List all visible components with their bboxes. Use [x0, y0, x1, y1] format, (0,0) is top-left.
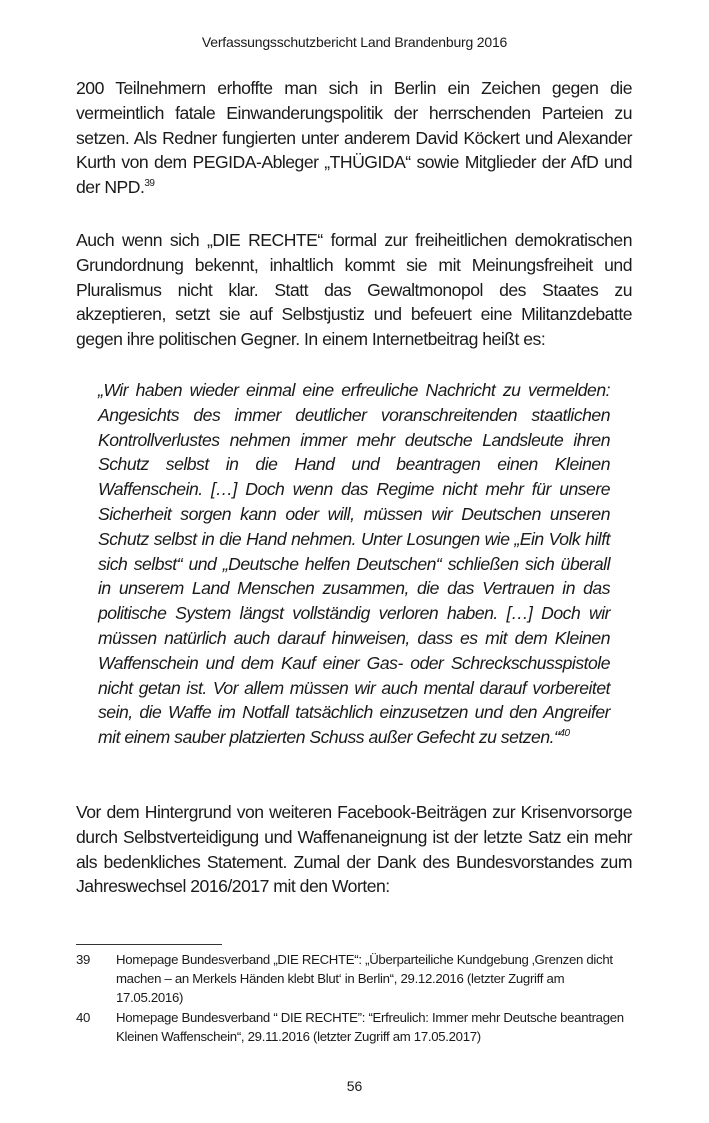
footnote-ref-40[interactable]: 40	[559, 728, 570, 740]
paragraph-1-text: 200 Teilnehmern erhoffte man sich in Berlin ein Zeichen gegen die vermeintlich fatale Einwanderungspolitik der herrschenden Parteien zu setzen. Als Redner fungierten unter anderem David Köckert und Alexander Kurth von dem PEGIDA-Ableger „THÜGIDA“ sowie Mitglieder der AfD und der NPD.	[76, 78, 632, 198]
footnote-number: 40	[76, 1010, 91, 1025]
footnote-divider	[76, 944, 222, 945]
block-quote	[98, 378, 610, 750]
paragraph-2: Auch wenn sich „DIE RECHTE“ formal zur freiheitlichen demokratischen Grundordnung bekennt, inhaltlich kommt sie mit Meinungsfreiheit und Pluralismus nicht klar. Statt das Gewaltmonopol des Staates zu akzeptieren, setzt sie auf Selbstjustiz und befeuert eine Militanzdebatte gegen ihre politischen Gegner. In einem Internetbeitrag heißt es:	[76, 230, 632, 350]
footnote-item	[76, 950, 632, 1007]
footnotes	[76, 950, 632, 1047]
block-quote-text: „Wir haben wieder einmal eine erfreuliche Nachricht zu vermelden: Angesichts des immer deutlicher voranschreitenden staatlichen Kontrollverlustes nehmen immer mehr deutsche Landsleute ihren Schutz selbst in die Hand und beantragen einen Kleinen Waffenschein. […] Doch wenn das Regime nicht mehr für unsere Sicherheit sorgen kann oder will, müssen wir Deutschen unseren Schutz selbst in die Hand nehmen. Unter Losungen wie „Ein Volk hilft sich selbst“ und „Deutsche helfen Deutschen“ schließen sich überall in unserem Land Menschen zusammen, die das Vertrauen in das politische System längst vollständig verloren haben. […] Doch wir müssen natürlich auch darauf hinweisen, dass es mit dem Kleinen Waffenschein und dem Kauf einer Gas- oder Schreckschusspistole nicht getan ist. Vor allem müssen wir auch mental darauf vorbereitet sein, die Waffe im Notfall tatsächlich einzusetzen und den Angreifer mit einem sauber platzierten Schuss außer Gefecht zu setzen.“	[98, 380, 610, 748]
paragraph-1	[76, 76, 632, 200]
footnote-text: Homepage Bundesverband „DIE RECHTE“: „Überparteiliche Kundgebung ‚Grenzen dicht machen – an Merkels Händen klebt Blut‘ in Berlin“, 29.12.2016 (letzter Zugriff am 17.05.2016)	[116, 952, 613, 1005]
footnote-number: 39	[76, 952, 91, 967]
page-number: 56	[346, 1078, 363, 1094]
footnote-item	[76, 1008, 632, 1046]
running-header: Verfassungsschutzbericht Land Brandenburg 2016	[201, 34, 508, 50]
footnote-ref-39[interactable]: 39	[144, 178, 155, 190]
paragraph-3: Vor dem Hintergrund von weiteren Facebook-Beiträgen zur Krisenvorsorge durch Selbstverteidigung und Waffenaneignung ist der letzte Satz ein mehr als bedenkliches Statement. Zumal der Dank des Bundesvorstandes zum Jahreswechsel 2016/2017 mit den Worten:	[76, 802, 632, 897]
footnote-text: Homepage Bundesverband “ DIE RECHTE”: “Erfreulich: Immer mehr Deutsche beantragen Kleinen Waffenschein“, 29.11.2016 (letzter Zugriff am 17.05.2017)	[116, 1010, 624, 1044]
